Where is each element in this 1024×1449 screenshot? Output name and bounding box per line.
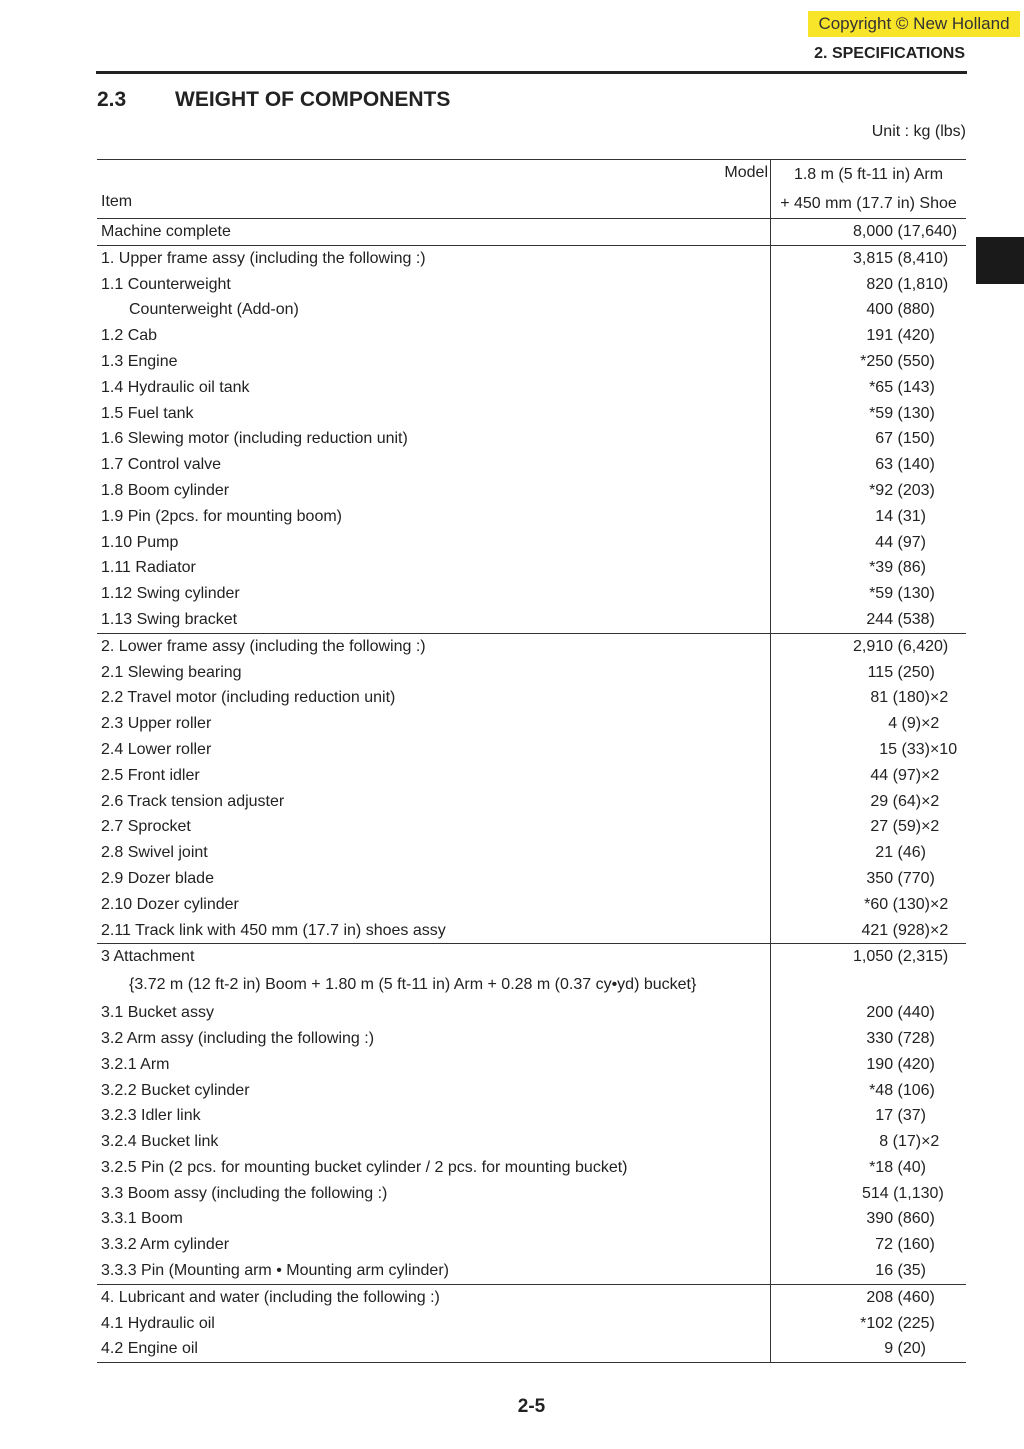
- component-weight: 8 (17)×2: [879, 1133, 966, 1151]
- table-row: [97, 1258, 966, 1284]
- component-weight: *65 (143): [869, 378, 966, 396]
- table-row: [97, 840, 966, 866]
- component-weight: 15 (33)×10: [879, 740, 966, 758]
- table-header: [97, 160, 966, 219]
- table-row: [97, 1000, 966, 1026]
- table-row: [97, 1052, 966, 1078]
- component-name: 3.2.3 Idler link: [97, 1103, 771, 1129]
- component-name: Counterweight (Add-on): [97, 297, 771, 323]
- section-number: 2.3: [97, 88, 127, 111]
- component-name: 3.2.1 Arm: [97, 1052, 771, 1078]
- table-row: [97, 892, 966, 918]
- component-name: 3.2 Arm assy (including the following :): [97, 1026, 771, 1052]
- component-name: 2.11 Track link with 450 mm (17.7 in) shoes assy: [97, 918, 771, 944]
- component-name: 2.10 Dozer cylinder: [97, 892, 771, 918]
- component-weight: *60 (130)×2: [864, 895, 966, 913]
- component-weight: 390 (860): [866, 1210, 966, 1228]
- table-row: [97, 349, 966, 375]
- table-row: [97, 1103, 966, 1129]
- component-name: 4.2 Engine oil: [97, 1336, 771, 1362]
- component-weight: 72 (160): [875, 1236, 966, 1254]
- weight-table: [97, 159, 966, 1363]
- unit-label: Unit : kg (lbs): [871, 123, 966, 140]
- component-weight: *250 (550): [860, 352, 966, 370]
- table-row: [97, 943, 966, 970]
- component-weight: 2,910 (6,420): [853, 637, 966, 655]
- component-weight: 330 (728): [866, 1029, 966, 1047]
- component-name: 2.1 Slewing bearing: [97, 660, 771, 686]
- component-weight: *18 (40): [869, 1158, 966, 1176]
- component-name: 1. Upper frame assy (including the following :): [97, 246, 771, 272]
- table-row: [97, 970, 966, 1000]
- component-name: 2. Lower frame assy (including the following :): [97, 634, 771, 660]
- component-name: 2.5 Front idler: [97, 763, 771, 789]
- copyright-notice: Copyright © New Holland: [808, 11, 1020, 37]
- component-name: 1.6 Slewing motor (including reduction unit): [97, 426, 771, 452]
- component-name: 2.2 Travel motor (including reduction unit): [97, 685, 771, 711]
- page-number: 2-5: [517, 1396, 546, 1417]
- table-body: [97, 219, 966, 1362]
- component-name: 1.7 Control valve: [97, 452, 771, 478]
- table-row: [97, 1336, 966, 1362]
- component-weight: *59 (130): [869, 585, 966, 603]
- component-name: 1.10 Pump: [97, 530, 771, 556]
- component-name: 3.2.2 Bucket cylinder: [97, 1078, 771, 1104]
- component-name: 1.13 Swing bracket: [97, 607, 771, 633]
- component-name: 3.2.4 Bucket link: [97, 1129, 771, 1155]
- component-name: 4.1 Hydraulic oil: [97, 1311, 771, 1337]
- component-name: 1.8 Boom cylinder: [97, 478, 771, 504]
- component-name: 1.9 Pin (2pcs. for mounting boom): [97, 504, 771, 530]
- component-weight: 421 (928)×2: [861, 921, 966, 939]
- table-row: [97, 1078, 966, 1104]
- table-row: [97, 297, 966, 323]
- component-name: 3.2.5 Pin (2 pcs. for mounting bucket cylinder / 2 pcs. for mounting bucket): [97, 1155, 771, 1181]
- item-header: Item: [101, 193, 133, 210]
- table-row: [97, 814, 966, 840]
- table-row: [97, 1232, 966, 1258]
- component-weight: 3,815 (8,410): [853, 249, 966, 267]
- component-weight: *39 (86): [869, 559, 966, 577]
- table-row: [97, 1181, 966, 1207]
- component-weight: 16 (35): [875, 1262, 966, 1280]
- component-name: 4. Lubricant and water (including the following :): [97, 1285, 771, 1311]
- component-weight: 4 (9)×2: [888, 715, 966, 733]
- section-header: 2. SPECIFICATIONS: [814, 45, 965, 62]
- component-name: Machine complete: [97, 219, 771, 245]
- table-row: [97, 245, 966, 272]
- component-name: 2.4 Lower roller: [97, 737, 771, 763]
- table-row: [97, 633, 966, 660]
- table-row: [97, 401, 966, 427]
- table-row: [97, 660, 966, 686]
- component-name: 2.6 Track tension adjuster: [97, 789, 771, 815]
- component-weight: 208 (460): [866, 1288, 966, 1306]
- component-weight: 244 (538): [866, 610, 966, 628]
- section-title: WEIGHT OF COMPONENTS: [175, 88, 451, 111]
- table-row: [97, 375, 966, 401]
- model-spec-line1: 1.8 m (5 ft-11 in) Arm: [793, 166, 944, 183]
- page-title: [97, 88, 450, 112]
- component-weight: 17 (37): [875, 1107, 966, 1125]
- table-row: [97, 607, 966, 633]
- component-weight: 14 (31): [875, 507, 966, 525]
- component-name: 1.5 Fuel tank: [97, 401, 771, 427]
- component-name: {3.72 m (12 ft-2 in) Boom + 1.80 m (5 ft-11 in) Arm + 0.28 m (0.37 cy•yd) bucket}: [97, 970, 771, 1000]
- table-row: [97, 272, 966, 298]
- component-weight: 63 (140): [875, 456, 966, 474]
- component-weight: 820 (1,810): [866, 275, 966, 293]
- component-weight: 8,000 (17,640): [853, 223, 966, 240]
- component-name: 2.9 Dozer blade: [97, 866, 771, 892]
- component-name: 1.12 Swing cylinder: [97, 581, 771, 607]
- component-name: 2.7 Sprocket: [97, 814, 771, 840]
- component-weight: 81 (180)×2: [870, 689, 966, 707]
- model-header: Model: [724, 164, 768, 181]
- table-row: [97, 789, 966, 815]
- table-row: [97, 737, 966, 763]
- component-name: 1.4 Hydraulic oil tank: [97, 375, 771, 401]
- component-weight: 67 (150): [875, 430, 966, 448]
- table-row: [97, 581, 966, 607]
- table-row: [97, 1206, 966, 1232]
- component-weight: 9 (20): [884, 1340, 966, 1358]
- component-weight: [771, 970, 966, 1000]
- component-name: 1.3 Engine: [97, 349, 771, 375]
- component-weight: 191 (420): [866, 327, 966, 345]
- component-weight: 190 (420): [866, 1055, 966, 1073]
- component-weight: *92 (203): [869, 481, 966, 499]
- component-name: 3.3.2 Arm cylinder: [97, 1232, 771, 1258]
- table-row: [97, 763, 966, 789]
- component-weight: 44 (97): [875, 533, 966, 551]
- table-row: [97, 1284, 966, 1311]
- table-row: [97, 478, 966, 504]
- table-row: [97, 1026, 966, 1052]
- component-weight: 350 (770): [866, 869, 966, 887]
- component-weight: *48 (106): [869, 1081, 966, 1099]
- chapter-tab-marker: [976, 237, 1024, 284]
- component-weight: 21 (46): [875, 844, 966, 862]
- table-row: [97, 1311, 966, 1337]
- component-name: 2.8 Swivel joint: [97, 840, 771, 866]
- component-name: 3.3 Boom assy (including the following :): [97, 1181, 771, 1207]
- table-row: [97, 426, 966, 452]
- table-row: [97, 1155, 966, 1181]
- component-name: 1.1 Counterweight: [97, 272, 771, 298]
- component-name: 3 Attachment: [97, 944, 771, 970]
- table-row: [97, 219, 966, 245]
- header-divider: [96, 71, 967, 74]
- component-name: 1.2 Cab: [97, 323, 771, 349]
- component-weight: 200 (440): [866, 1004, 966, 1022]
- component-name: 2.3 Upper roller: [97, 711, 771, 737]
- component-weight: *59 (130): [869, 404, 966, 422]
- component-weight: 1,050 (2,315): [853, 948, 966, 966]
- table-row: [97, 504, 966, 530]
- table-row: [97, 555, 966, 581]
- model-spec-line2: + 450 mm (17.7 in) Shoe: [780, 195, 957, 212]
- table-row: [97, 452, 966, 478]
- component-weight: 29 (64)×2: [870, 792, 966, 810]
- component-weight: 115 (250): [867, 663, 966, 681]
- table-row: [97, 918, 966, 944]
- table-row: [97, 866, 966, 892]
- component-weight: *102 (225): [860, 1314, 966, 1332]
- component-weight: 27 (59)×2: [870, 818, 966, 836]
- table-row: [97, 1129, 966, 1155]
- component-name: 3.3.1 Boom: [97, 1206, 771, 1232]
- component-weight: 44 (97)×2: [870, 766, 966, 784]
- table-row: [97, 685, 966, 711]
- table-row: [97, 711, 966, 737]
- component-name: 1.11 Radiator: [97, 555, 771, 581]
- table-row: [97, 323, 966, 349]
- component-weight: 400 (880): [866, 301, 966, 319]
- table-row: [97, 530, 966, 556]
- component-name: 3.3.3 Pin (Mounting arm • Mounting arm cylinder): [97, 1258, 771, 1284]
- component-weight: 514 (1,130): [861, 1184, 966, 1202]
- component-name: 3.1 Bucket assy: [97, 1000, 771, 1026]
